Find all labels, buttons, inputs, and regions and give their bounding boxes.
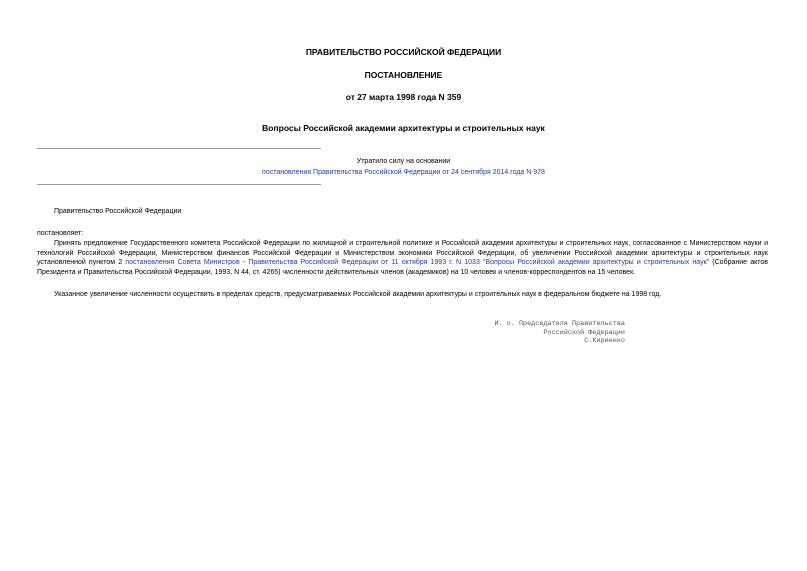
signature-title: И. о. Председателя Правительства [494,320,625,328]
authority-heading: ПРАВИТЕЛЬСТВО РОССИЙСКОЙ ФЕДЕРАЦИИ [305,47,502,57]
divider-top [37,148,321,149]
doc-title: Вопросы Российской академии архитектуры и строительных наук [262,123,545,133]
date-number-heading: от 27 марта 1998 года N 359 [345,92,462,102]
paragraph-2: Указанное увеличение численности осуществить в пределах средств, предусматриваемых Российской академии архитектуры и строительных наук в федеральном бюджете на 1998 год. [54,291,662,298]
signature-block [440,320,625,346]
signature-name: С.Кириенко [584,337,625,345]
decree-1033-link[interactable]: постановления Совета Министров - Правительства Российской Федерации от 11 октября 1993 г. N 1033 [125,259,480,266]
paragraph-1-text-a: Принять предложение Государственного комитета Российской Федерации по жилищной и строительной политике и Российской академии архитектуры и строительных наук, согласованное с Министерством науки и технологий Российской Федерации, Министерством финансов Российской Федерации и Министерством экономики Российской Федерации, об увеличении Российской академии архитектуры и строительных наук установленной пунктом 2 [37,240,768,266]
repeal-link[interactable]: постановления Правительства Российской Федерации от 24 сентября 2014 года N 978 [262,169,545,176]
signature-org: Российской Федерации [543,328,625,337]
paragraph-1-text-b: (Собрание актов Президента и Правительства Российской Федерации, 1993, N 44, ст. 4265) численности действительных членов (академиков) на 10 человек и членов-корреспондентов на 15 человек. [37,259,768,276]
decree-1033-title-link[interactable]: "Вопросы Российской академии архитектуры и строительных наук" [479,259,710,266]
decides-text: постановляет: [37,230,84,237]
intro-text: Правительство Российской Федерации [54,208,182,215]
divider-bottom [37,184,321,185]
paragraph-1 [37,239,768,277]
doc-type-heading: ПОСТАНОВЛЕНИЕ [364,70,443,80]
repeal-link-row [0,169,807,176]
repeal-note: Утратило силу на основании [356,158,451,165]
